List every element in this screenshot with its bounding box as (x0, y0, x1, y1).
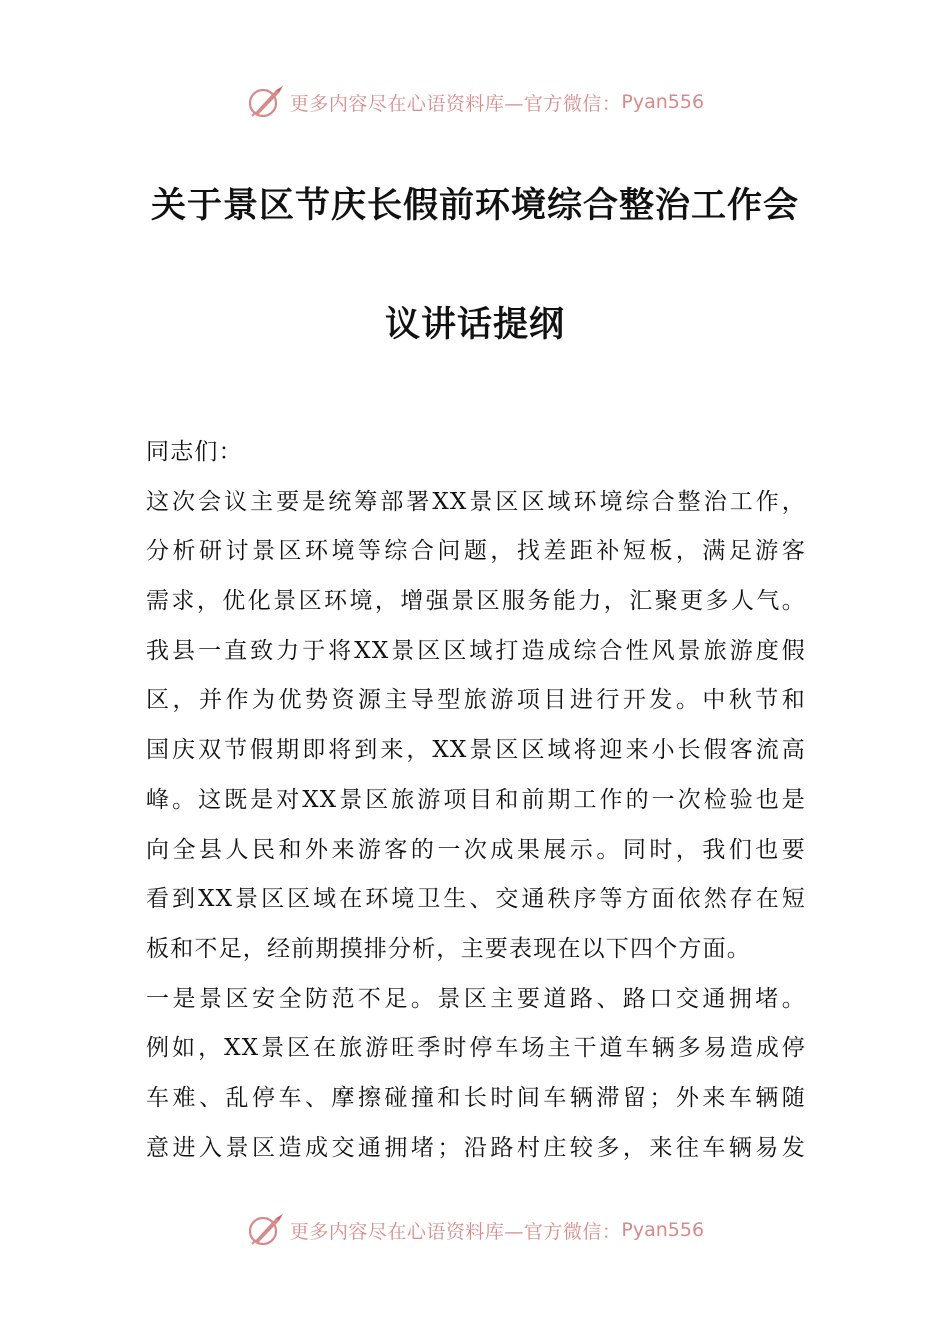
document-body (146, 428, 806, 1173)
header-watermark (0, 82, 950, 122)
body-line: 区，并作为优势资源主导型旅游项目进行开发。中秋节和 (146, 687, 806, 714)
body-line: 一是景区安全防范不足。景区主要道路、路口交通拥堵。 (146, 985, 806, 1012)
body-line: 峰。这既是对XX景区旅游项目和前期工作的一次检验也是 (146, 786, 806, 813)
watermark-handle: Pyan556 (621, 1219, 705, 1241)
watermark-text: 更多内容尽在心语资料库—官方微信： (289, 92, 622, 115)
body-line: 分析研讨景区环境等综合问题，找差距补短板，满足游客 (146, 538, 806, 565)
footer-watermark (0, 1210, 950, 1250)
body-line: 我县一直致力于将XX景区区域打造成综合性风景旅游度假 (146, 637, 806, 664)
body-line: 例如，XX景区在旅游旺季时停车场主干道车辆多易造成停 (146, 1035, 806, 1062)
document-title-line-2: 议讲话提纲 (384, 305, 565, 345)
document-title-line-1: 关于景区节庆长假前环境综合整治工作会 (150, 186, 799, 226)
body-line: 向全县人民和外来游客的一次成果展示。同时，我们也要 (146, 836, 806, 863)
body-line: 同志们： (146, 439, 243, 465)
body-line: 意进入景区造成交通拥堵；沿路村庄较多，来往车辆易发 (146, 1134, 806, 1161)
body-line: 看到XX景区区域在环境卫生、交通秩序等方面依然存在短 (146, 886, 806, 913)
body-line: 板和不足，经前期摸排分析，主要表现在以下四个方面。 (146, 935, 751, 962)
body-line: 国庆双节假期即将到来，XX景区区域将迎来小长假客流高 (146, 737, 806, 764)
watermark-handle: Pyan556 (621, 91, 705, 113)
quill-logo-icon (246, 1212, 286, 1248)
body-line: 这次会议主要是统筹部署XX景区区域环境综合整治工作， (146, 488, 806, 515)
body-line: 需求，优化景区环境，增强景区服务能力，汇聚更多人气。 (146, 588, 806, 615)
watermark-text: 更多内容尽在心语资料库—官方微信： (289, 1220, 622, 1243)
quill-logo-icon (246, 84, 286, 120)
body-line: 车难、乱停车、摩擦碰撞和长时间车辆滞留；外来车辆随 (146, 1084, 806, 1111)
